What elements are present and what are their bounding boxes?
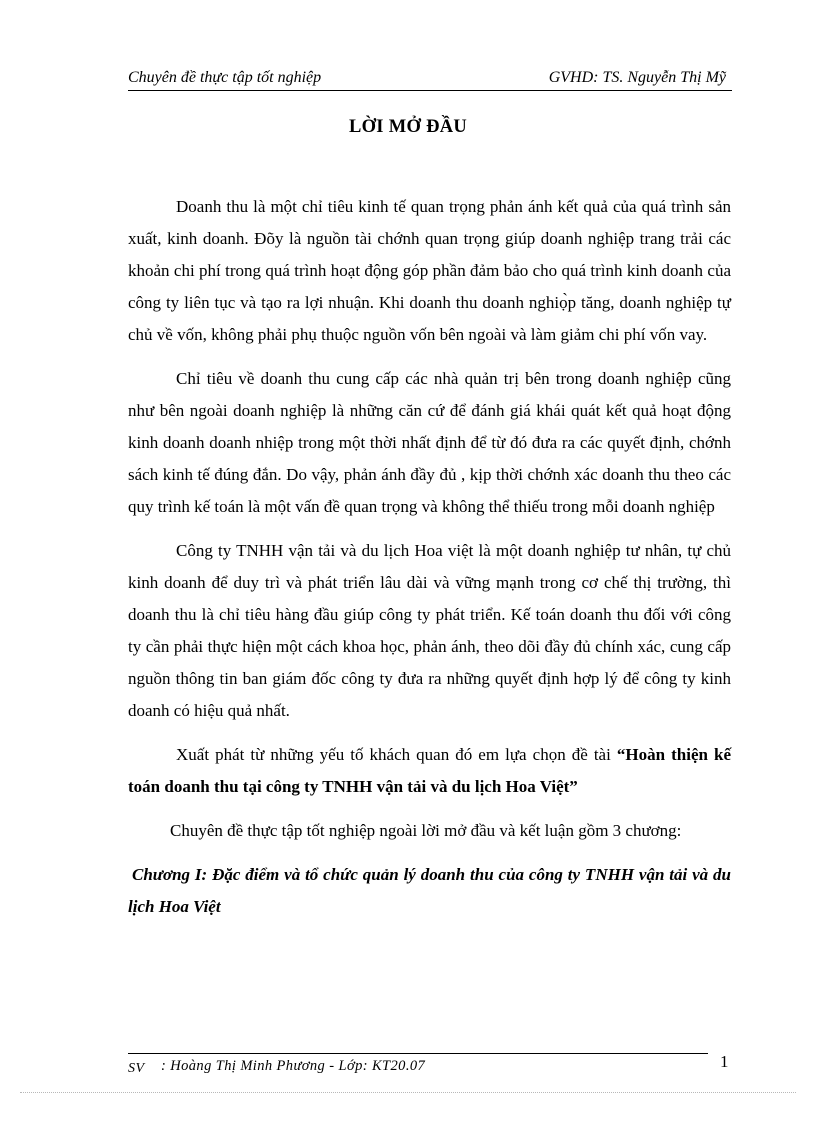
thesis-topic: “Hoàn thiện kế toán doanh thu tại công ty TNHH vận tải và du lịch Hoa Việt” bbox=[128, 745, 731, 796]
header-report-title: Chuyên đề thực tập tốt nghiệp bbox=[128, 69, 322, 86]
chapter-1-heading: Chương I: Đặc điểm và tổ chức quản lý doanh thu của công ty TNHH vận tải và du lịch Hoa Việt bbox=[128, 865, 731, 916]
page-footer bbox=[128, 1053, 708, 1084]
page-header bbox=[128, 66, 732, 91]
paragraph-1: Doanh thu là một chỉ tiêu kinh tế quan trọng phản ánh kết quả của quá trình sản xuất, kinh doanh. Đõy là nguồn tài chớnh quan trọng giúp doanh nghiệp trang trải các khoản chi phí trong quá trình hoạt động góp phần đảm bảo cho quá trình kinh doanh của công ty liên tục và tạo ra lợi nhuận. Khi doanh thu doanh nghiọ̀p tăng, doanh nghiệp tự chủ về vốn, không phải phụ thuộc nguồn vốn bên ngoài và làm giảm chi phí vốn vay. bbox=[128, 197, 731, 344]
paragraph-5: Chuyên đề thực tập tốt nghiệp ngoài lời mở đầu và kết luận gồm 3 chương: bbox=[170, 821, 682, 840]
paragraph-4 bbox=[128, 739, 731, 803]
footer-student-label: SV bbox=[128, 1061, 145, 1076]
paragraph-4-lead: Xuất phát từ những yếu tố khách quan đó em lựa chọn đề tài bbox=[176, 745, 617, 764]
page-bottom-divider bbox=[20, 1092, 796, 1093]
paragraph-2: Chỉ tiêu về doanh thu cung cấp các nhà quản trị bên trong doanh nghiệp cũng như bên ngoài doanh nghiệp là những căn cứ để đánh giá khái quát kết quả hoạt động kinh doanh doanh nhiệp trong một thời nhất định để từ đó đưa ra các quyết định, chớnh sách kinh tế đúng đắn. Do vậy, phản ánh đầy đủ , kịp thời chớnh xác doanh thu theo các quy trình kế toán là một vấn đề quan trọng và không thể thiếu trong mỗi doanh nghiệp bbox=[128, 369, 731, 516]
page-title: LỜI MỞ ĐẦU bbox=[348, 117, 468, 137]
page-number: 1 bbox=[720, 1052, 729, 1071]
document-body bbox=[128, 191, 731, 935]
paragraph-3: Công ty TNHH vận tải và du lịch Hoa việt là một doanh nghiệp tư nhân, tự chủ kinh doanh để duy trì và phát triển lâu dài và vững mạnh trong cơ chế thị trường, thì doanh thu là chỉ tiêu hàng đầu giúp công ty phát triển. Kế toán doanh thu đối với công ty cần phải thực hiện một cách khoa học, phản ánh, theo dõi đầy đủ chính xác, cung cấp nguồn thông tin ban giám đốc công ty đưa ra những quyết định hợp lý để công ty kinh doanh có hiệu quả nhất. bbox=[128, 541, 731, 720]
header-supervisor: GVHD: TS. Nguyễn Thị Mỹ bbox=[548, 69, 726, 86]
footer-student-info: : Hoàng Thị Minh Phương - Lớp: KT20.07 bbox=[161, 1058, 426, 1074]
